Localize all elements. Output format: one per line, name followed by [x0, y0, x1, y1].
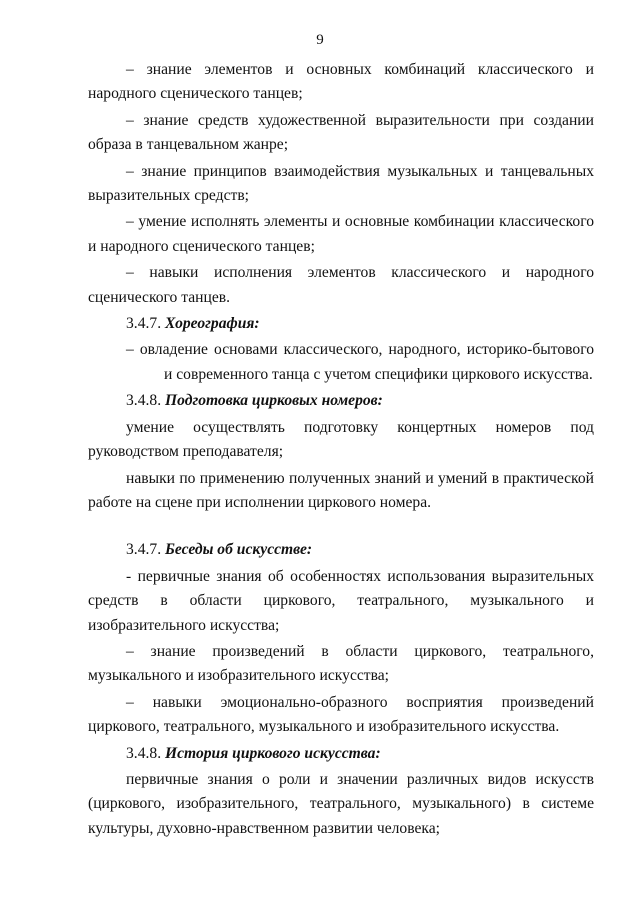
section-title: Подготовка цирковых номеров:: [164, 392, 383, 410]
section-number: 3.4.7.: [126, 315, 165, 333]
competence-item: – знание принципов взаимодействия музыкальных и танцевальных выразительных средств;: [88, 162, 594, 205]
section-number: 3.4.8.: [126, 744, 165, 762]
competence-item: первичные знания о роли и значении различных видов искусств (циркового, изобразительного, театрального, музыкального) в системе культуры, духовно-нравственном развитии человека;: [88, 770, 594, 837]
section-heading-art-talks: [88, 538, 594, 562]
section-title: Хореография:: [164, 315, 260, 333]
section-heading-circus-history: [88, 742, 594, 766]
page-number: 9: [316, 32, 324, 48]
competence-item: навыки по применению полученных знаний и умений в практической работе на сцене при исполнении циркового номера.: [88, 469, 594, 511]
competence-item: - первичные знания об особенностях использования выразительных средств в области циркового, театрального, музыкального и изобразительного искусства;: [88, 567, 594, 634]
competence-item: – знание средств художественной выразительности при создании образа в танцевальном жанре;: [88, 111, 594, 154]
competence-item: – навыки эмоционально-образного восприятия произведений циркового, театрального, музыкального и изобразительного искусства.: [88, 693, 594, 736]
section-heading-circus-numbers: [88, 389, 594, 413]
competence-item: – знание произведений в области циркового, театрального, музыкального и изобразительного искусства;: [88, 642, 594, 685]
competence-item: – умение исполнять элементы и основные комбинации классического и народного сценического танцев;: [88, 213, 594, 255]
competence-item: – овладение основами классического, народного, историко-бытового и современного танца с учетом специфики циркового искусства.: [126, 341, 594, 383]
competence-item: умение осуществлять подготовку концертных номеров под руководством преподавателя;: [88, 418, 594, 461]
section-number: 3.4.8.: [126, 392, 165, 410]
section-title: Беседы об искусстве:: [164, 541, 313, 559]
section-heading-choreography: [88, 312, 594, 336]
section-number: 3.4.7.: [126, 541, 165, 559]
competence-item: – навыки исполнения элементов классического и народного сценического танцев.: [88, 264, 594, 306]
page-content: [88, 58, 594, 841]
competence-item: – знание элементов и основных комбинаций классического и народного сценического танцев;: [88, 61, 594, 103]
section-title: История циркового искусства:: [164, 744, 381, 762]
